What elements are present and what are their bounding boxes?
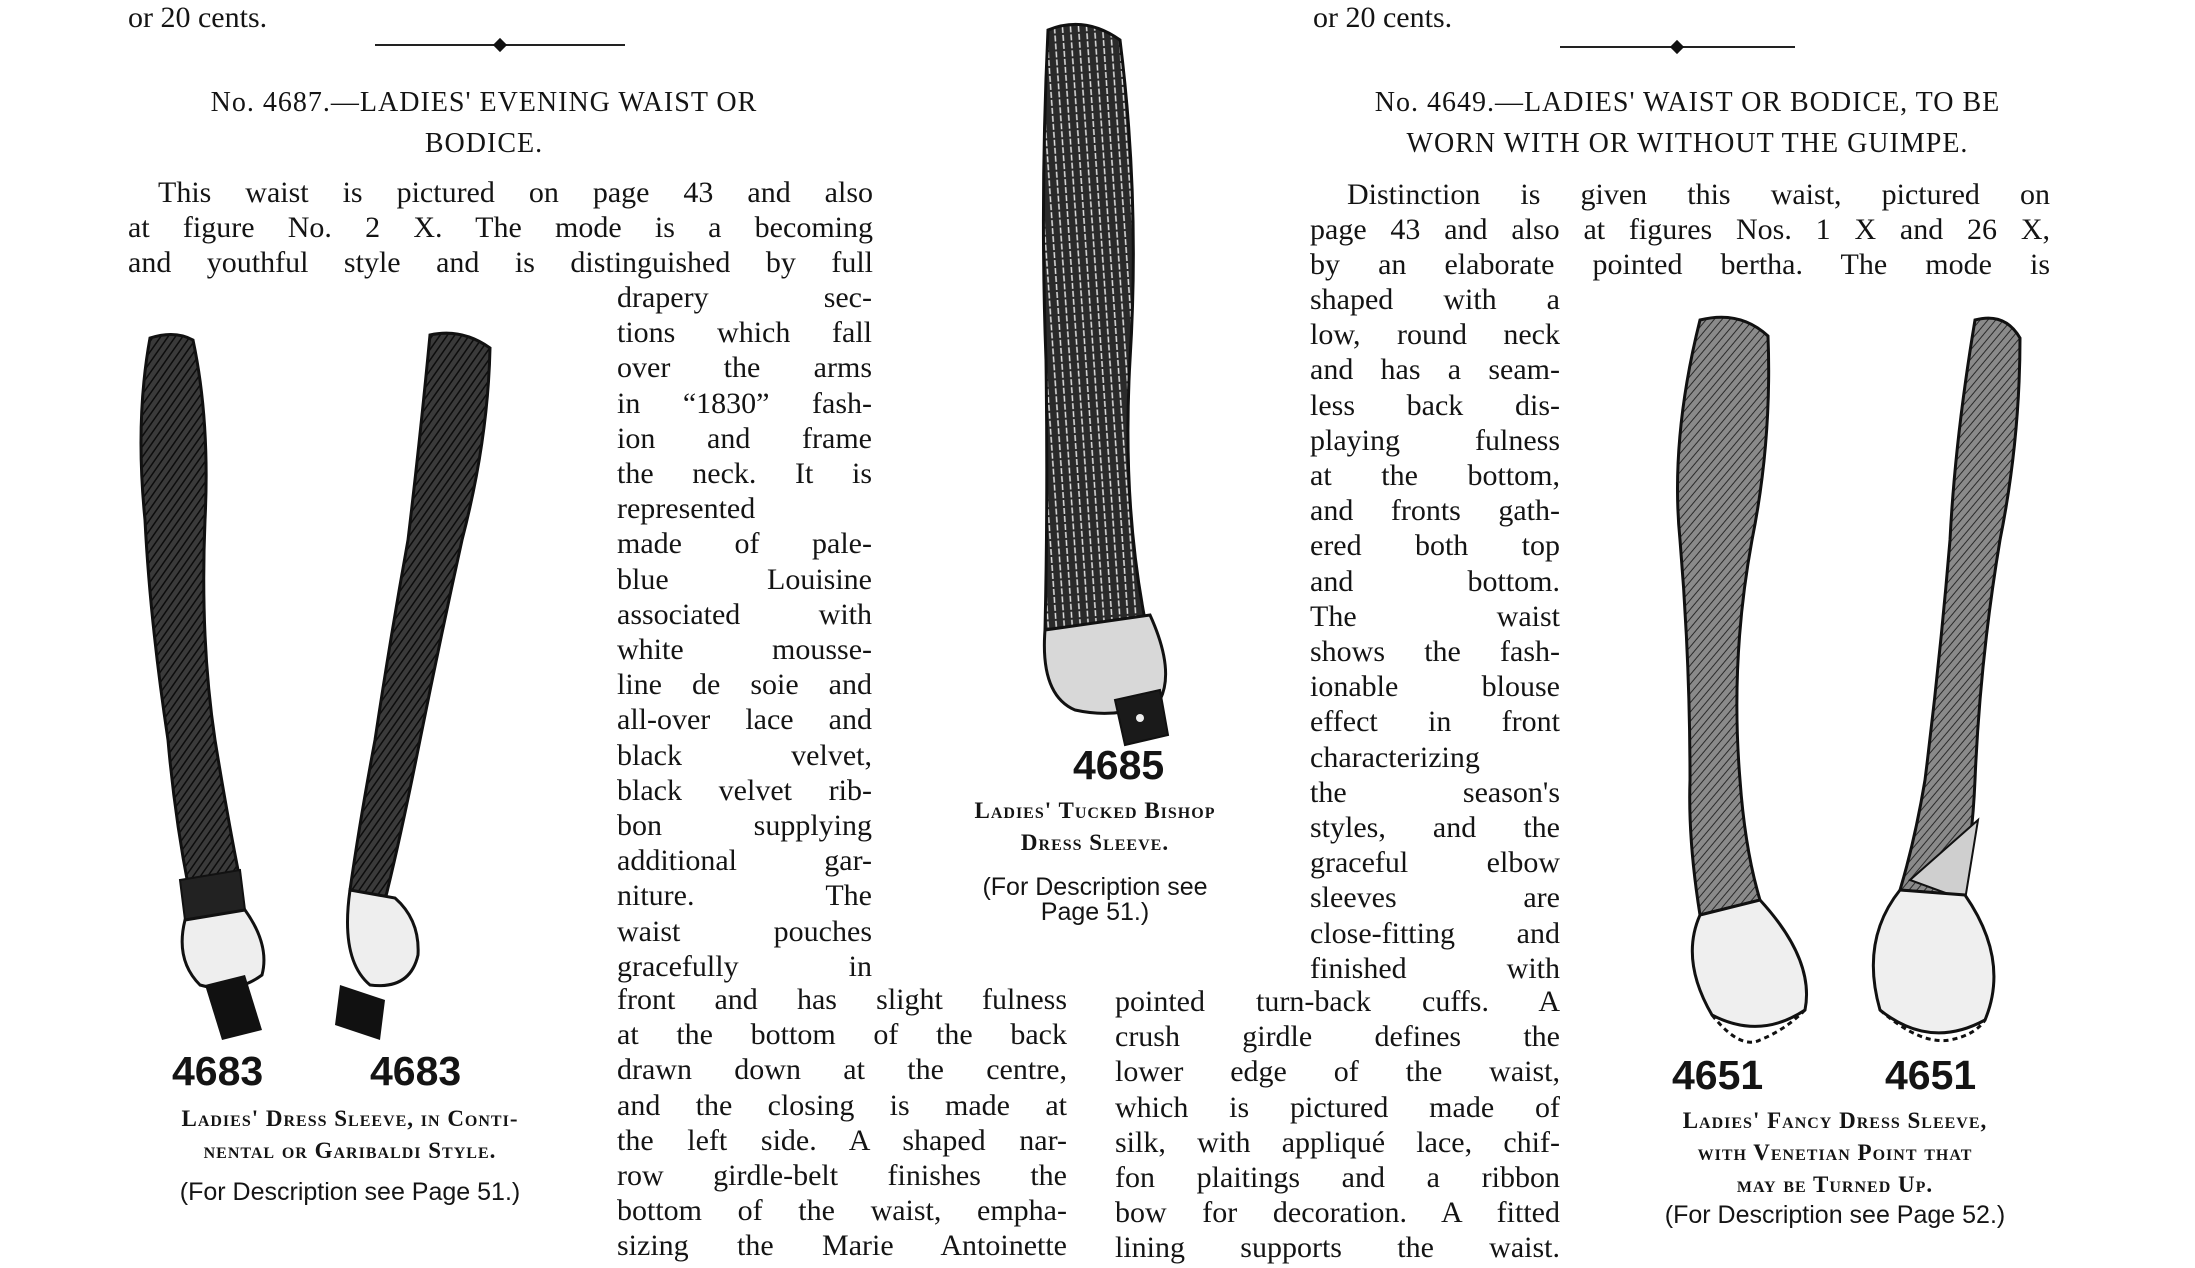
right-narrow-line: close-fitting and <box>1310 916 1560 950</box>
right-narrow-line: and bottom. <box>1310 564 1560 598</box>
caption-line: may be Turned Up. <box>1736 1172 1934 1197</box>
left-intro-line: This waist is pictured on page 43 and also <box>158 176 873 209</box>
left-wide-line: the left side. A shaped nar- <box>617 1123 1067 1157</box>
left-narrow-line: in “1830” fash- <box>617 386 872 420</box>
left-intro-line: and youthful style and is distinguished by full <box>128 246 873 280</box>
right-narrow-line: graceful elbow <box>1310 846 1560 880</box>
right-wide-line: fon plaitings and a ribbon <box>1115 1161 1560 1195</box>
figure-number-4651-right: 4651 <box>1885 1052 1977 1098</box>
left-narrow-line: black velvet rib- <box>617 773 872 807</box>
left-intro-line: at figure No. 2 X. The mode is a becoming <box>128 211 873 245</box>
left-wide-line: at the bottom of the back <box>617 1018 1067 1052</box>
left-narrow-line: the neck. It is <box>617 457 872 491</box>
figure-4683-description: (For Description see Page 51.) <box>179 1178 521 1206</box>
right-wide-line: pointed turn-back cuffs. A <box>1115 985 1560 1018</box>
figure-number-4683-left: 4683 <box>172 1048 264 1094</box>
left-narrow-line: tions which fall <box>617 316 872 350</box>
right-heading-line1: No. 4649.—LADIES' WAIST OR BODICE, TO BE <box>1374 87 2001 118</box>
left-narrow-line: line de soie and <box>617 668 872 702</box>
right-narrow-line: sleeves are <box>1310 881 1560 915</box>
sleeve-4683-right-illustration <box>335 333 490 1040</box>
figure-4651-caption <box>1590 1105 2080 1201</box>
left-narrow-line: additional gar- <box>617 844 872 878</box>
right-narrow-line: shaped with a <box>1310 283 1560 316</box>
figure-number-4651-left: 4651 <box>1672 1052 1764 1098</box>
right-narrow-line: playing fulness <box>1310 423 1560 457</box>
left-wide-line: and the closing is made at <box>617 1088 1067 1122</box>
left-wide-line: drawn down at the centre, <box>617 1053 1067 1087</box>
figure-4685-caption <box>905 795 1285 859</box>
caption-line: nental or Garibaldi Style. <box>203 1138 497 1163</box>
left-narrow-line: gracefully in <box>617 949 872 983</box>
description-line: Page 51.) <box>1040 898 1150 926</box>
left-narrow-line: waist pouches <box>617 914 872 948</box>
top-left-fragment: or 20 cents. <box>128 1 268 34</box>
left-narrow-line: blue Louisine <box>617 562 872 596</box>
right-wide-line: lining supports the waist. <box>1115 1231 1560 1265</box>
figure-number-4683-right: 4683 <box>370 1048 462 1094</box>
right-narrow-line: shows the fash- <box>1310 635 1560 669</box>
left-wide-line: sizing the Marie Antoinette <box>617 1229 1067 1263</box>
right-narrow-line: ionable blouse <box>1310 670 1560 704</box>
left-heading-line1: No. 4687.—LADIES' EVENING WAIST OR <box>210 87 758 118</box>
right-wide-line: which is pictured made of <box>1115 1090 1560 1124</box>
right-narrow-line: styles, and the <box>1310 811 1560 845</box>
top-right-fragment: or 20 cents. <box>1313 1 1453 34</box>
right-heading-line2: WORN WITH OR WITHOUT THE GUIMPE. <box>1406 128 1969 159</box>
right-intro-line: by an elaborate pointed bertha. The mode is <box>1310 248 2050 282</box>
right-wide-line: lower edge of the waist, <box>1115 1055 1560 1089</box>
sleeve-4651-right-illustration <box>1873 318 2020 1041</box>
right-intro-line: Distinction is given this waist, pictured on <box>1347 178 2050 211</box>
right-narrow-line: The waist <box>1310 599 1560 633</box>
caption-line: Ladies' Dress Sleeve, in Conti- <box>181 1106 519 1131</box>
figure-4651-description: (For Description see Page 52.) <box>1664 1201 2006 1229</box>
sleeve-4683-left-illustration <box>141 334 264 1040</box>
description-line: (For Description see <box>982 873 1208 901</box>
sleeve-4651-left-illustration <box>1678 317 1807 1042</box>
right-narrow-line: and has a seam- <box>1310 353 1560 387</box>
right-narrow-line: and fronts gath- <box>1310 494 1560 528</box>
caption-line: with Venetian Point that <box>1697 1140 1973 1165</box>
left-wide-line: row girdle-belt finishes the <box>617 1159 1067 1193</box>
caption-line: Ladies' Tucked Bishop <box>974 798 1216 823</box>
left-narrow-line: bon supplying <box>617 809 872 843</box>
right-narrow-line: less back dis- <box>1310 388 1560 422</box>
left-narrow-line: niture. The <box>617 879 872 913</box>
left-narrow-line: made of pale- <box>617 527 872 561</box>
right-narrow-line: low, round neck <box>1310 318 1560 352</box>
left-narrow-line: represented <box>617 492 756 526</box>
figure-number-4685: 4685 <box>1073 742 1165 788</box>
left-narrow-line: black velvet, <box>617 738 872 772</box>
right-wide-line: crush girdle defines the <box>1115 1020 1560 1054</box>
left-wide-line: bottom of the waist, empha- <box>617 1194 1067 1228</box>
figure-4685-description <box>935 875 1255 925</box>
left-heading-line2: BODICE. <box>424 128 544 159</box>
left-wide-line: front and has slight fulness <box>617 983 1067 1016</box>
right-narrow-line: effect in front <box>1310 705 1560 739</box>
right-wide-line: silk, with appliqué lace, chif- <box>1115 1125 1560 1159</box>
left-narrow-line: over the arms <box>617 351 872 385</box>
right-narrow-line: at the bottom, <box>1310 459 1560 493</box>
right-narrow-line: finished with <box>1310 951 1560 985</box>
right-intro-line: page 43 and also at figures Nos. 1 X and 26 X, <box>1310 213 2050 247</box>
left-narrow-line: ion and frame <box>617 421 872 455</box>
right-narrow-line: characterizing <box>1310 740 1480 774</box>
caption-line: Ladies' Fancy Dress Sleeve, <box>1682 1108 1988 1133</box>
left-narrow-line: associated with <box>617 597 872 631</box>
right-narrow-line: ered both top <box>1310 529 1560 563</box>
right-wide-line: bow for decoration. A fitted <box>1115 1196 1560 1230</box>
figure-4683-caption <box>120 1103 580 1167</box>
caption-line: Dress Sleeve. <box>1020 830 1170 855</box>
left-narrow-line: drapery sec- <box>617 281 872 314</box>
left-narrow-line: all-over lace and <box>617 703 872 737</box>
right-narrow-line: the season's <box>1310 775 1560 809</box>
left-narrow-line: white mousse- <box>617 633 872 667</box>
sleeve-4685-illustration <box>1043 24 1168 745</box>
